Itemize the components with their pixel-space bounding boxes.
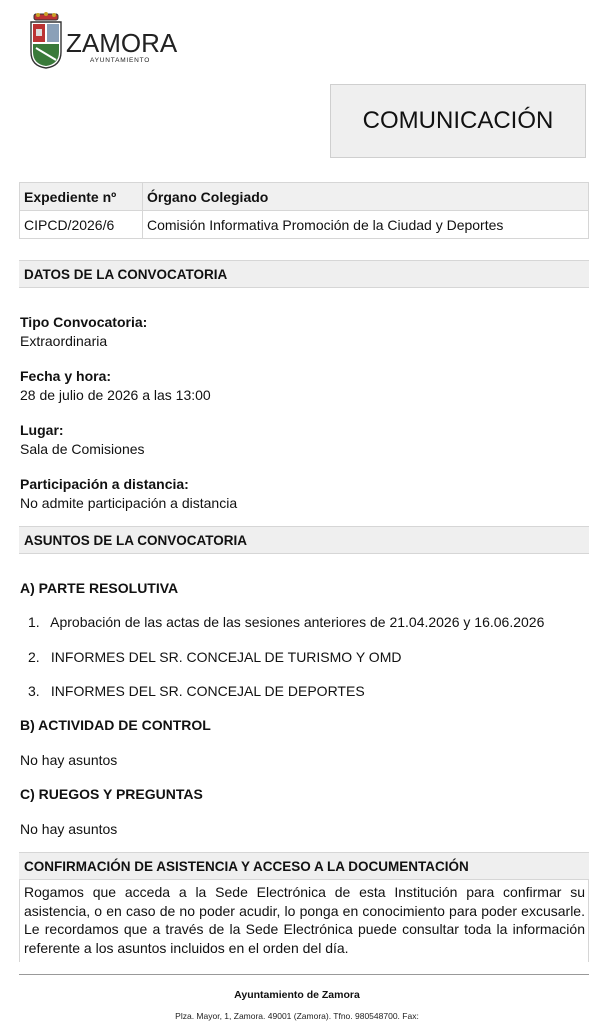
list-item-number: 2. [28,649,40,665]
box-border [588,880,589,962]
field-label: Tipo Convocatoria: [20,314,148,330]
document-type: COMUNICACIÓN [362,107,554,134]
footer-address: Plza. Mayor, 1, Zamora. 49001 (Zamora). Tfno. 980548700. Fax: [175,1011,419,1021]
list-item-number: 3. [28,683,40,699]
list-item [28,614,544,630]
table-cell: CIPCD/2026/6 [20,211,143,239]
expediente-table [19,182,589,239]
subsection-title: A) PARTE RESOLUTIVA [20,580,179,596]
field-value: Extraordinaria [20,333,108,349]
list-item [28,649,401,665]
list-item-text: INFORMES DEL SR. CONCEJAL DE DEPORTES [50,683,365,699]
field-value: 28 de julio de 2026 a las 13:00 [20,387,211,403]
list-item [28,683,365,699]
subsection-title: B) ACTIVIDAD DE CONTROL [20,717,211,733]
footer-name: Ayuntamiento de Zamora [234,989,360,1001]
brand-name: ZAMORA [66,28,178,58]
list-item-text: Aprobación de las actas de las sesiones anteriores de 21.04.2026 y 16.06.2026 [50,614,545,630]
list-item-number: 1. [28,614,40,630]
table-header-row [20,183,589,211]
section-title-convocatoria: DATOS DE LA CONVOCATORIA [19,260,589,288]
confirmation-text: Rogamos que acceda a la Sede Electrónica de esta Institución para confirmar su asistencia, o en caso de no poder acudir, lo ponga en conocimiento para poder excusarle. Le recordamos que a través de la Sede Electrónica puede consultar toda la información referente a los asuntos incluidos en el orden del día. [24,884,585,956]
section-title-asuntos: ASUNTOS DE LA CONVOCATORIA [19,526,589,554]
footer-divider [19,974,589,975]
list-item-text: INFORMES DEL SR. CONCEJAL DE TURISMO Y OMD [50,649,402,665]
zamora-logo [28,12,178,72]
no-items-text: No hay asuntos [20,821,118,837]
subsection-title: C) RUEGOS Y PREGUNTAS [20,786,203,802]
field-value: Sala de Comisiones [20,441,145,457]
document-type-box [330,84,586,158]
table-header-cell: Expediente nº [20,183,143,211]
field-label: Fecha y hora: [20,368,112,384]
table-row [20,211,589,239]
coat-of-arms-icon [28,12,64,70]
table-header-cell: Órgano Colegiado [143,183,589,211]
field-value: No admite participación a distancia [20,495,238,511]
brand-subtitle: AYUNTAMIENTO [90,57,151,64]
field-label: Participación a distancia: [20,476,189,492]
no-items-text: No hay asuntos [20,752,118,768]
table-cell: Comisión Informativa Promoción de la Ciudad y Deportes [143,211,589,239]
field-label: Lugar: [20,422,64,438]
section-title-confirmacion: CONFIRMACIÓN DE ASISTENCIA Y ACCESO A LA DOCUMENTACIÓN [19,852,589,880]
